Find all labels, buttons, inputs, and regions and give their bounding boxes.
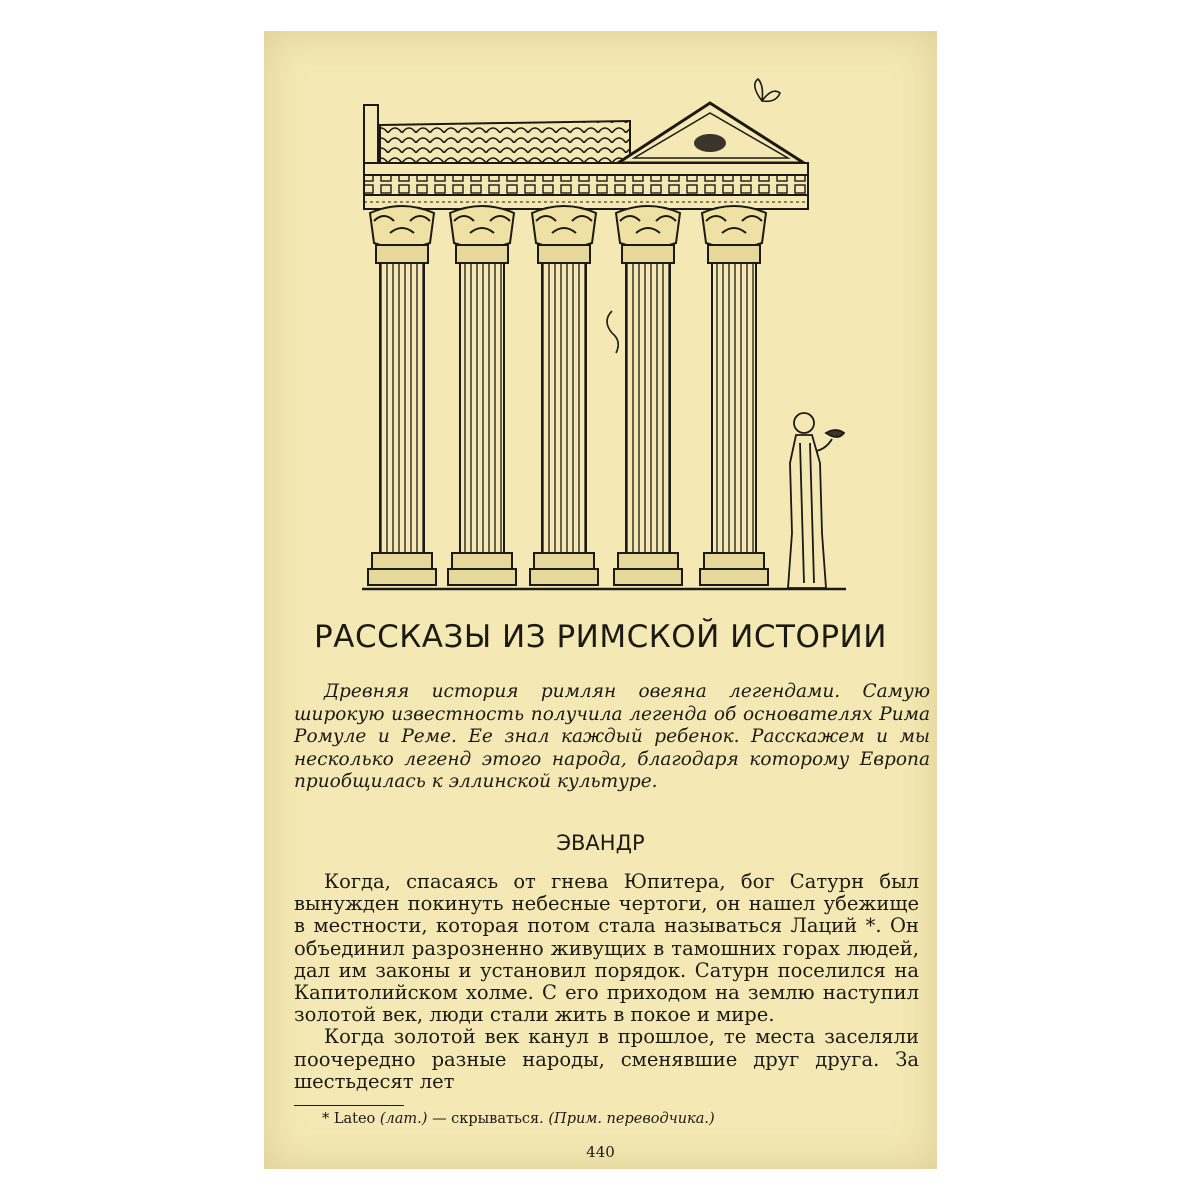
footnote-translator-note: (Прим. переводчика.): [548, 1111, 715, 1127]
book-page: [264, 31, 937, 1169]
body-text: [294, 871, 919, 1093]
footnote: [322, 1111, 922, 1127]
footnote-language: (лат.): [379, 1111, 428, 1127]
body-paragraph: Когда золотой век канул в прошлое, те места заселяли поочередно разные народы, сменявшие друг друга. За шестьдесят лет: [294, 1025, 919, 1093]
body-paragraph: Когда, спасаясь от гнева Юпитера, бог Сатурн был вынужден покинуть небесные чертоги, он нашел убежище в местности, которая потом стала называться Лаций *. Он объединил разрозненно живущих в тамошних горах людей, дал им законы и установил порядок. Сатурн поселился на Капитолийском холме. С его приходом на землю наступил золотой век, люди стали жить в покое и мире.: [294, 870, 919, 1027]
footnote-divider: [294, 1105, 404, 1106]
temple-columns-illustration: [360, 63, 850, 603]
page-number: 440: [586, 1143, 615, 1161]
footnote-meaning: — скрываться.: [432, 1111, 544, 1127]
footnote-word: Lateo: [333, 1111, 376, 1127]
chapter-intro: [294, 681, 930, 794]
section-title: ЭВАНДР: [556, 831, 645, 855]
footnote-marker: *: [322, 1111, 330, 1127]
intro-paragraph: Древняя история римлян овеяна легендами. Самую широкую известность получила легенда об основателях Рима Ромуле и Реме. Ее знал каждый ребенок. Расскажем и мы несколько легенд этого народа, благодаря которому Европа приобщилась к эллинской культуре.: [294, 681, 930, 792]
chapter-title: РАССКАЗЫ ИЗ РИМСКОЙ ИСТОРИИ: [314, 619, 887, 655]
